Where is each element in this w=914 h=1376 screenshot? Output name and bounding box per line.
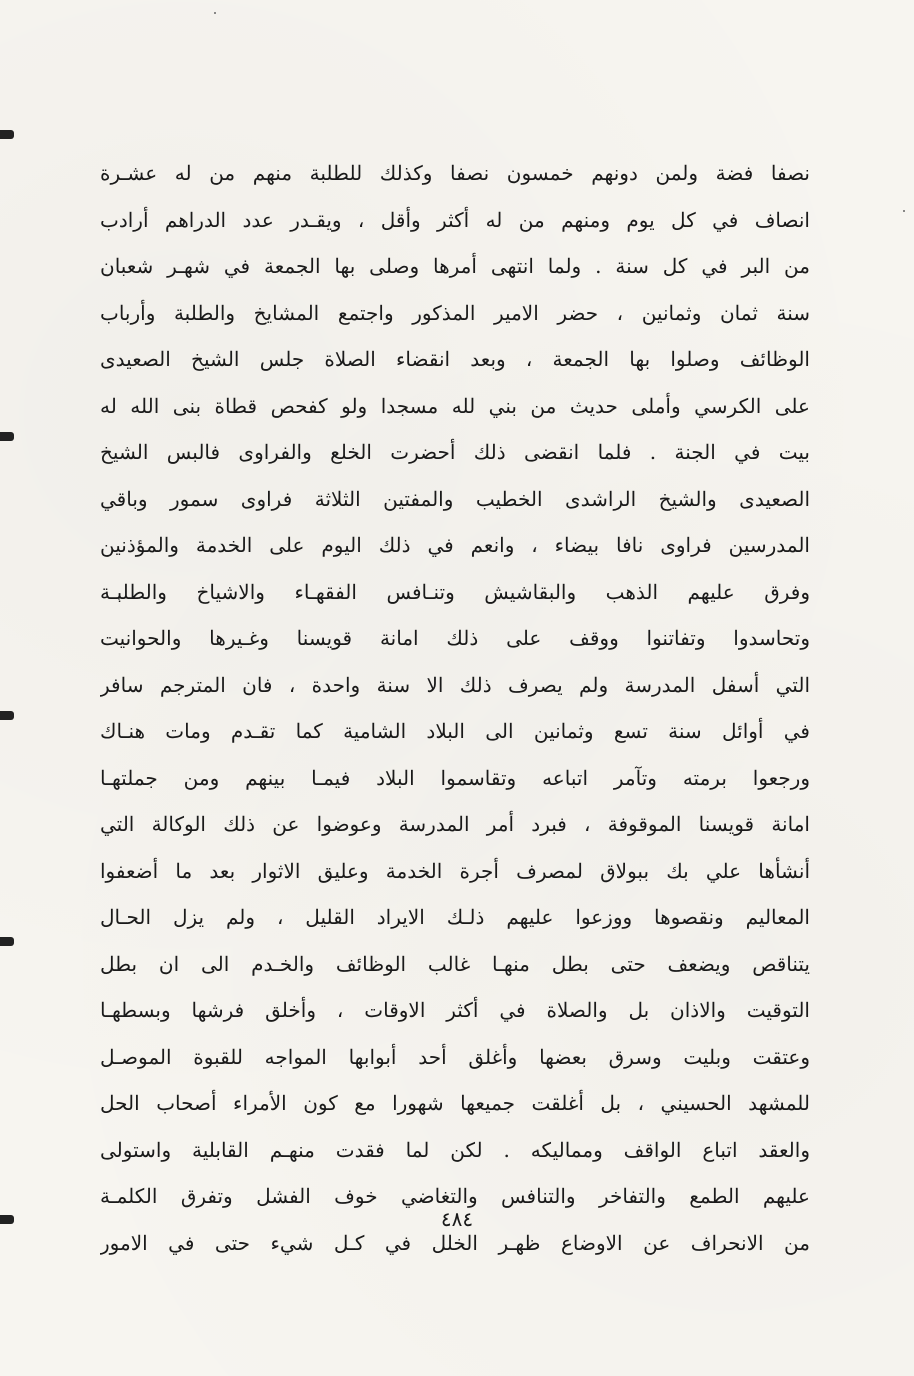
page-number: ٤٨٤ <box>440 1207 474 1231</box>
text-line: التي أسفل المدرسة ولم يصرف ذلك الا سنة واحدة ، فان المترجم سافر <box>100 672 810 697</box>
text-line: للمشهد الحسيني ، بل أغلقت جميعها شهورا مع كون الأمراء أصحاب الحل <box>100 1091 810 1115</box>
text-line: ورجعوا برمته وتآمر اتباعه وتقاسموا البلاد فيمـا بينهم ومن جملتهـا <box>100 765 810 790</box>
text-line: الصعيدى والشيخ الراشدى الخطيب والمفتين الثلاثة فراوى سمور وباقي <box>100 486 810 511</box>
binding-mark <box>0 432 14 441</box>
text-line: من البر في كل سنة . ولما انتهى أمرها وصلى بها الجمعة في شهـر شعبان <box>100 254 810 278</box>
text-line: امانة قويسنا الموقوفة ، فبرد أمر المدرسة وعوضوا عن ذلك الوكالة التي <box>100 812 810 836</box>
text-line: من الانحراف عن الاوضاع ظهـر الخلل في كـل شيء حتى في الامور <box>100 1230 810 1255</box>
text-line: الوظائف وصلوا بها الجمعة ، وبعد انقضاء الصلاة جلس الشيخ الصعيدى <box>100 347 810 371</box>
text-line: سنة ثمان وثمانين ، حضر الامير المذكور واجتمع المشايخ والطلبة وأرباب <box>100 300 810 325</box>
paper-speck <box>214 12 216 14</box>
text-line: عليهم الطمع والتفاخر والتنافس والتغاضي خوف الفشل وتفرق الكلمـة <box>100 1184 810 1208</box>
text-line: وفرق عليهم الذهب والبقاشيش وتنـافس الفقهـاء والاشياخ والطلبـة <box>100 579 810 604</box>
text-line: على الكرسي وأملى حديث من بني لله مسجدا ولو كفحص قطاة بنى الله له <box>100 393 810 418</box>
text-line: بيت في الجنة . فلما انقضى ذلك أحضرت الخلع والفراوى فالبس الشيخ <box>100 440 810 464</box>
text-line: التوقيت والاذان بل والصلاة في أكثر الاوقات ، وأخلق فرشها وبسطهـا <box>100 998 810 1022</box>
text-line: وتحاسدوا وتفاتنوا ووقف على ذلك امانة قويسنا وغـيرها والحوانيت <box>100 626 810 650</box>
text-line: في أوائل سنة تسع وثمانين الى البلاد الشامية كما تقـدم ومات هنـاك <box>100 719 810 743</box>
binding-mark <box>0 937 14 946</box>
text-line: والعقد اتباع الواقف ومماليكه . لكن لما فقدت منهـم القابلية واستولى <box>100 1137 810 1162</box>
body-text <box>100 150 810 1266</box>
text-line: أنشأها علي بك ببولاق لمصرف أجرة الخدمة وعليق الاثوار بعد ما أضعفوا <box>100 858 810 883</box>
text-line: يتناقص ويضعف حتى بطل منهـا غالب الوظائف والخـدم الى ان بطل <box>100 951 810 976</box>
binding-mark <box>0 711 14 720</box>
text-line: المعاليم ونقصوها ووزعوا عليهم ذلـك الايراد القليل ، ولم يزل الحـال <box>100 905 810 929</box>
paper-speck <box>903 210 905 212</box>
text-line: انصاف في كل يوم ومنهم من له أكثر وأقل ، ويقـدر عدد الدراهم أرادب <box>100 207 810 232</box>
text-line: وعتقت وبليت وسرق بعضها وأغلق أحد أبوابها المواجه للقبوة الموصـل <box>100 1044 810 1069</box>
text-line: نصفا فضة ولمن دونهم خمسون نصفا وكذلك للطلبة منهم من له عشـرة <box>100 161 810 185</box>
binding-mark <box>0 130 14 139</box>
text-line: المدرسين فراوى نافا بيضاء ، وانعم في ذلك اليوم على الخدمة والمؤذنين <box>100 533 810 557</box>
